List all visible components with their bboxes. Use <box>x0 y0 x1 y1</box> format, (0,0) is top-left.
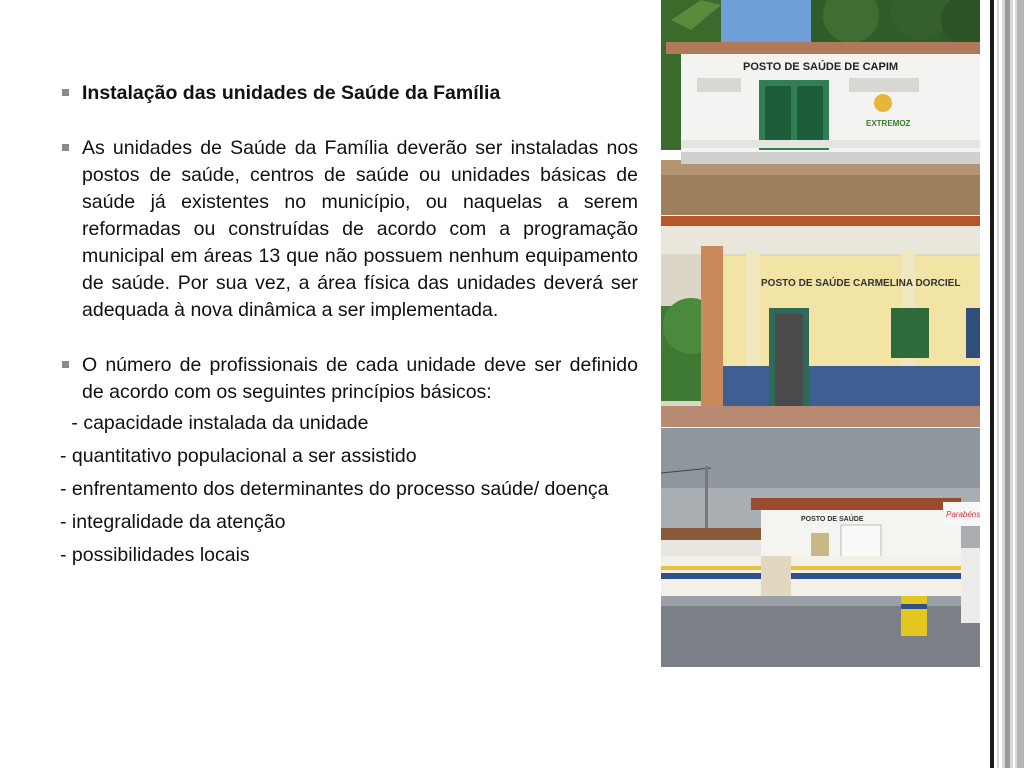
photo1-sign: POSTO DE SAÚDE DE CAPIM <box>743 61 899 73</box>
photo3-sign: POSTO DE SAÚDE <box>801 516 864 523</box>
paragraph-bullet-1 <box>60 135 638 324</box>
paragraph-2: O número de profissionais de cada unidade deve ser definido de acordo com os seguintes princípios básicos: <box>82 354 638 403</box>
paragraph-bullet-2 <box>60 352 638 406</box>
health-post-photo-capim <box>661 0 980 215</box>
photo1-logo: EXTREMOZ <box>866 119 911 128</box>
decorative-edge <box>985 0 1024 768</box>
list-item: - integralidade da atenção <box>60 511 286 533</box>
list-item: - quantitativo populacional a ser assistido <box>60 445 417 467</box>
bullet-square-icon <box>62 89 69 96</box>
list-item: - capacidade instalada da unidade <box>66 412 369 434</box>
photo3-banner: Parabéns <box>946 510 980 519</box>
list-item: - possibilidades locais <box>60 544 250 566</box>
bullet-square-icon <box>62 144 69 151</box>
slide-heading: Instalação das unidades de Saúde da Família <box>82 82 501 104</box>
health-post-photo-3 <box>661 428 980 667</box>
slide-text <box>60 80 638 569</box>
paragraph-1: As unidades de Saúde da Família deverão ser instaladas nos postos de saúde, centros de saúde ou unidades básicas de saúde já existentes no município, ou naquelas a serem reformadas ou construídas de acordo com a programação municipal em áreas 13 que não possuem nenhum equipamento de saúde. Por sua vez, a área física das unidades deverá ser adequada à nova dinâmica a ser implementada. <box>82 137 638 321</box>
list-item: - enfrentamento dos determinantes do processo saúde/ doença <box>60 478 609 500</box>
health-post-photo-carmelina <box>661 216 980 427</box>
heading-bullet <box>60 80 638 107</box>
photo2-sign: POSTO DE SAÚDE CARMELINA DORCIEL <box>761 278 961 289</box>
bullet-square-icon <box>62 361 69 368</box>
